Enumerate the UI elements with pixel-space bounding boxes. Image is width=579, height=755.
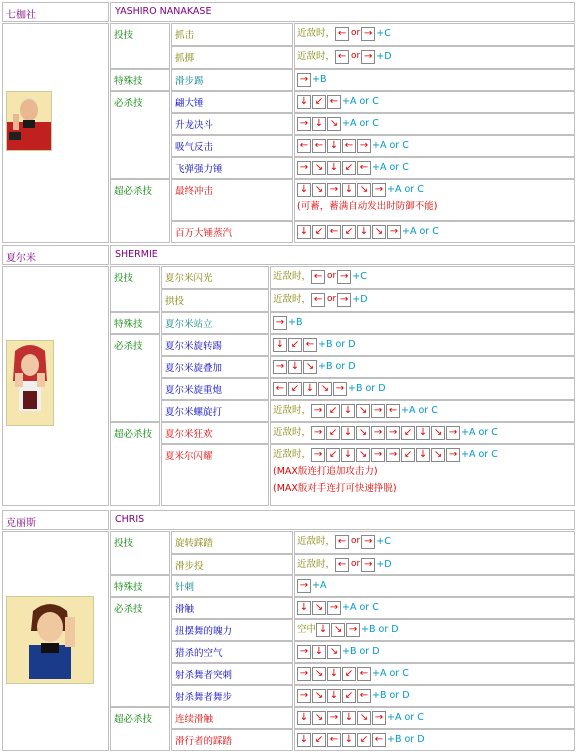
button-text: +A or C: [372, 140, 409, 151]
move-name: 抓击: [171, 23, 293, 46]
command-prefix: 近敌时，: [297, 536, 336, 547]
arrow-key-icon: →: [297, 579, 311, 593]
button-text: +B: [312, 74, 327, 85]
arrow-key-icon: →: [297, 689, 311, 703]
arrow-key-icon: ↙: [342, 667, 356, 681]
button-text: +A or C: [401, 405, 438, 416]
arrow-key-icon: ↘: [431, 426, 445, 440]
arrow-key-icon: →: [311, 404, 325, 418]
command-line: [297, 710, 574, 727]
arrow-key-icon: ↘: [331, 623, 345, 637]
button-text: +A: [312, 580, 327, 591]
arrow-key-icon: →: [372, 711, 386, 725]
command-prefix: 近敌时，: [297, 51, 336, 62]
category-cell: 必杀技: [110, 334, 160, 422]
command-line: [273, 337, 574, 354]
move-command: [294, 531, 575, 554]
move-command: [270, 444, 575, 506]
move-name: 飞弹强力锤: [171, 157, 293, 179]
button-text: +B or D: [318, 361, 356, 372]
command-line: [273, 425, 574, 442]
arrow-key-icon: ↓: [297, 183, 311, 197]
move-command: [294, 685, 575, 707]
arrow-key-icon: ←: [273, 382, 287, 396]
character-name-cn: 七枷社: [2, 2, 109, 22]
arrow-key-icon: →: [327, 711, 341, 725]
button-text: +A or C: [372, 162, 409, 173]
command-line: [273, 403, 574, 420]
arrow-key-icon: ↘: [356, 426, 370, 440]
move-name: 夏尔米站立: [161, 312, 269, 334]
arrow-key-icon: →: [337, 293, 351, 307]
arrow-key-icon: ↘: [312, 161, 326, 175]
move-note: (可蓄，蓄满自动发出时防御不能): [297, 201, 438, 212]
category-cell: 必杀技: [110, 597, 170, 707]
command-line: [297, 622, 574, 639]
command-line: [297, 160, 574, 177]
arrow-key-icon: ↘: [312, 711, 326, 725]
arrow-key-icon: ←: [335, 535, 349, 549]
arrow-key-icon: ↓: [341, 426, 355, 440]
arrow-key-icon: ↙: [312, 95, 326, 109]
move-command: [294, 135, 575, 157]
button-text: +B or D: [318, 339, 356, 350]
character-name-en: SHERMIE: [110, 245, 575, 265]
arrow-key-icon: ←: [357, 667, 371, 681]
button-text: +C: [376, 536, 391, 547]
category-cell: 特殊技: [110, 575, 170, 597]
move-note: (MAX版对手连打可快速挣脱): [273, 483, 397, 494]
command-line: [297, 26, 574, 43]
move-command: [294, 91, 575, 113]
move-name: 夏尔米旋转踢: [161, 334, 269, 356]
move-name: 滑步投: [171, 554, 293, 575]
move-name: 夏尔米旋叠加: [161, 356, 269, 378]
arrow-key-icon: →: [371, 404, 385, 418]
command-line: [273, 381, 574, 398]
arrow-key-icon: ←: [327, 225, 341, 239]
move-command: [270, 312, 575, 334]
arrow-key-icon: →: [297, 667, 311, 681]
arrow-key-icon: ↙: [288, 338, 302, 352]
move-name: 夏尔米狂欢: [161, 422, 269, 444]
shermie-portrait: [6, 340, 54, 426]
arrow-key-icon: ↓: [327, 689, 341, 703]
or-text: or: [351, 28, 361, 38]
arrow-key-icon: →: [446, 448, 460, 462]
arrow-key-icon: →: [371, 448, 385, 462]
button-text: +A or C: [342, 118, 379, 129]
button-text: +B or D: [372, 690, 410, 701]
or-text: or: [351, 536, 361, 546]
move-command: [294, 554, 575, 575]
command-line: [297, 557, 574, 574]
category-cell: 超必杀技: [110, 179, 170, 243]
category-cell: 投技: [110, 266, 160, 312]
move-command: [294, 707, 575, 729]
move-name: 最终冲击: [171, 179, 293, 221]
category-cell: 超必杀技: [110, 707, 170, 751]
arrow-key-icon: ↓: [303, 382, 317, 396]
command-prefix: 近敌时，: [273, 271, 312, 282]
button-text: +D: [376, 559, 392, 570]
command-line: [297, 688, 574, 705]
button-text: +B or D: [342, 646, 380, 657]
arrow-key-icon: ↙: [312, 225, 326, 239]
arrow-key-icon: ↓: [342, 183, 356, 197]
move-command: [270, 422, 575, 444]
command-line: [273, 447, 574, 464]
or-text: or: [327, 271, 337, 281]
move-command: [270, 356, 575, 378]
category-cell: 特殊技: [110, 312, 160, 334]
move-name: 夏米尔闪耀: [161, 444, 269, 506]
arrow-key-icon: ↘: [327, 645, 341, 659]
arrow-key-icon: ↙: [357, 733, 371, 747]
arrow-key-icon: →: [337, 270, 351, 284]
arrow-key-icon: ↘: [357, 183, 371, 197]
command-line: [297, 182, 574, 199]
button-text: +A or C: [461, 449, 498, 460]
button-text: +A or C: [387, 184, 424, 195]
arrow-key-icon: ↓: [341, 404, 355, 418]
command-line: [297, 644, 574, 661]
arrow-key-icon: →: [311, 426, 325, 440]
move-command: [270, 400, 575, 422]
move-command: [294, 619, 575, 641]
arrow-key-icon: ↓: [342, 711, 356, 725]
arrow-key-icon: ↓: [312, 117, 326, 131]
move-name: 射杀舞者舞步: [171, 685, 293, 707]
arrow-key-icon: ↓: [416, 448, 430, 462]
command-prefix: 近敌时，: [273, 427, 312, 438]
arrow-key-icon: →: [346, 623, 360, 637]
arrow-key-icon: →: [386, 448, 400, 462]
move-name: 射杀舞者突刺: [171, 663, 293, 685]
arrow-key-icon: ↙: [326, 404, 340, 418]
button-text: +A or C: [342, 96, 379, 107]
move-command: [294, 597, 575, 619]
arrow-key-icon: →: [361, 558, 375, 572]
arrow-key-icon: ↙: [401, 426, 415, 440]
arrow-key-icon: →: [297, 645, 311, 659]
move-name: 夏尔米旋重炮: [161, 378, 269, 400]
move-command: [294, 46, 575, 69]
command-prefix: 近敌时，: [273, 449, 312, 460]
category-cell: 超必杀技: [110, 422, 160, 506]
move-command: [294, 113, 575, 135]
arrow-key-icon: ↘: [312, 183, 326, 197]
arrow-key-icon: →: [327, 183, 341, 197]
arrow-key-icon: ←: [357, 689, 371, 703]
arrow-key-icon: →: [311, 448, 325, 462]
arrow-key-icon: →: [297, 161, 311, 175]
command-line: [273, 315, 574, 332]
move-name: 升龙决斗: [171, 113, 293, 135]
move-name: 吸气反击: [171, 135, 293, 157]
arrow-key-icon: →: [361, 27, 375, 41]
button-text: +B or D: [348, 383, 386, 394]
arrow-key-icon: →: [273, 316, 287, 330]
command-line: [297, 138, 574, 155]
button-text: +C: [376, 28, 391, 39]
arrow-key-icon: ↘: [372, 225, 386, 239]
or-text: or: [351, 51, 361, 61]
button-text: +A or C: [402, 226, 439, 237]
button-text: +A or C: [461, 427, 498, 438]
button-text: +B or D: [361, 624, 399, 635]
command-line: [273, 359, 574, 376]
arrow-key-icon: ↓: [288, 360, 302, 374]
command-line: [297, 578, 574, 595]
command-line: [297, 666, 574, 683]
move-note: (MAX版连打追加攻击力): [273, 466, 378, 477]
move-name: 旋转踩踏: [171, 531, 293, 554]
arrow-key-icon: ↘: [356, 448, 370, 462]
move-command: [294, 157, 575, 179]
arrow-key-icon: ↓: [297, 733, 311, 747]
move-name: 滑步踢: [171, 69, 293, 91]
arrow-key-icon: ↓: [342, 733, 356, 747]
button-text: +B or D: [387, 734, 425, 745]
move-command: [270, 334, 575, 356]
or-text: or: [351, 559, 361, 569]
button-text: +A or C: [387, 712, 424, 723]
button-text: +A or C: [342, 602, 379, 613]
arrow-key-icon: ↓: [297, 601, 311, 615]
arrow-key-icon: ↙: [288, 382, 302, 396]
arrow-key-icon: ↘: [357, 711, 371, 725]
arrow-key-icon: ↙: [342, 689, 356, 703]
arrow-key-icon: ←: [372, 733, 386, 747]
arrow-key-icon: ←: [312, 139, 326, 153]
category-cell: 特殊技: [110, 69, 170, 91]
command-line: [273, 269, 574, 286]
command-line: [273, 292, 574, 309]
character-name-en: CHRIS: [110, 510, 575, 530]
move-name: 滑触: [171, 597, 293, 619]
command-line: [297, 49, 574, 66]
arrow-key-icon: ←: [335, 50, 349, 64]
arrow-key-icon: →: [273, 360, 287, 374]
shermie-portrait-icon: [7, 341, 53, 425]
arrow-key-icon: ↙: [342, 161, 356, 175]
arrow-key-icon: ↘: [431, 448, 445, 462]
arrow-key-icon: →: [387, 225, 401, 239]
move-name: 猎杀的空气: [171, 641, 293, 663]
move-name: 拱投: [161, 289, 269, 312]
command-line: [297, 732, 574, 749]
arrow-key-icon: ↙: [326, 448, 340, 462]
move-command: [294, 221, 575, 243]
arrow-key-icon: ←: [386, 404, 400, 418]
button-text: +D: [376, 51, 392, 62]
move-command: [294, 179, 575, 221]
arrow-key-icon: →: [333, 382, 347, 396]
arrow-key-icon: ←: [327, 733, 341, 747]
command-line: [297, 116, 574, 133]
button-text: +A or C: [372, 668, 409, 679]
yashiro-portrait: [6, 91, 52, 151]
arrow-key-icon: ←: [342, 139, 356, 153]
move-name: 夏尔米螺旋打: [161, 400, 269, 422]
category-cell: 必杀技: [110, 91, 170, 179]
move-command: [294, 663, 575, 685]
arrow-key-icon: ↓: [297, 711, 311, 725]
category-cell: 投技: [110, 23, 170, 69]
chris-portrait-icon: [7, 597, 93, 683]
move-name: 百万大锤蒸汽: [171, 221, 293, 243]
button-text: +B: [288, 317, 303, 328]
arrow-key-icon: ↘: [356, 404, 370, 418]
button-text: +D: [352, 294, 368, 305]
move-name: 扭摆舞的魄力: [171, 619, 293, 641]
move-name: 针刺: [171, 575, 293, 597]
arrow-key-icon: ↓: [327, 139, 341, 153]
arrow-key-icon: →: [361, 535, 375, 549]
command-prefix: 空中: [297, 624, 317, 635]
arrow-key-icon: →: [327, 601, 341, 615]
move-command: [294, 641, 575, 663]
arrow-key-icon: →: [372, 183, 386, 197]
command-line: [297, 600, 574, 617]
arrow-key-icon: →: [297, 73, 311, 87]
move-command: [294, 23, 575, 46]
arrow-key-icon: ↓: [327, 667, 341, 681]
character-name-cn: 夏尔米: [2, 245, 109, 265]
arrow-key-icon: ←: [297, 139, 311, 153]
arrow-key-icon: ↘: [312, 601, 326, 615]
arrow-key-icon: ←: [303, 338, 317, 352]
or-text: or: [327, 294, 337, 304]
character-name-cn: 克丽斯: [2, 510, 109, 530]
button-text: +C: [352, 271, 367, 282]
arrow-key-icon: ↓: [341, 448, 355, 462]
move-name: 连续滑触: [171, 707, 293, 729]
move-name: 抓掷: [171, 46, 293, 69]
chris-portrait: [6, 596, 94, 684]
category-cell: 投技: [110, 531, 170, 575]
command-prefix: 近敌时，: [273, 294, 312, 305]
move-command: [270, 378, 575, 400]
command-prefix: 近敌时，: [297, 28, 336, 39]
move-command: [294, 69, 575, 91]
command-prefix: 近敌时，: [297, 559, 336, 570]
arrow-key-icon: ↓: [273, 338, 287, 352]
command-line: [297, 94, 574, 111]
arrow-key-icon: ↘: [327, 117, 341, 131]
arrow-key-icon: ←: [357, 161, 371, 175]
command-line: [297, 72, 574, 89]
arrow-key-icon: ←: [335, 558, 349, 572]
arrow-key-icon: ↙: [401, 448, 415, 462]
command-line: [297, 224, 574, 241]
arrow-key-icon: →: [386, 426, 400, 440]
move-name: 翩大锤: [171, 91, 293, 113]
arrow-key-icon: ↙: [326, 426, 340, 440]
arrow-key-icon: →: [371, 426, 385, 440]
arrow-key-icon: ↓: [327, 161, 341, 175]
arrow-key-icon: ↘: [312, 689, 326, 703]
arrow-key-icon: ↓: [312, 645, 326, 659]
command-prefix: 近敌时，: [273, 405, 312, 416]
arrow-key-icon: ↘: [318, 382, 332, 396]
arrow-key-icon: ↘: [312, 667, 326, 681]
arrow-key-icon: ←: [311, 270, 325, 284]
arrow-key-icon: ←: [311, 293, 325, 307]
arrow-key-icon: ↓: [297, 225, 311, 239]
arrow-key-icon: ↘: [303, 360, 317, 374]
arrow-key-icon: →: [446, 426, 460, 440]
character-name-en: YASHIRO NANAKASE: [110, 2, 575, 22]
arrow-key-icon: →: [361, 50, 375, 64]
arrow-key-icon: ↙: [312, 733, 326, 747]
move-name: 夏尔米闪光: [161, 266, 269, 289]
yashiro-portrait-icon: [7, 92, 51, 150]
arrow-key-icon: →: [357, 139, 371, 153]
arrow-key-icon: ↓: [297, 95, 311, 109]
move-name: 滑行者的踩踏: [171, 729, 293, 751]
arrow-key-icon: ↙: [342, 225, 356, 239]
arrow-key-icon: ←: [327, 95, 341, 109]
move-command: [270, 289, 575, 312]
move-command: [294, 729, 575, 751]
arrow-key-icon: ↓: [357, 225, 371, 239]
arrow-key-icon: →: [297, 117, 311, 131]
arrow-key-icon: ←: [335, 27, 349, 41]
arrow-key-icon: ↓: [416, 426, 430, 440]
move-command: [294, 575, 575, 597]
command-line: [297, 534, 574, 551]
arrow-key-icon: ↓: [316, 623, 330, 637]
move-command: [270, 266, 575, 289]
